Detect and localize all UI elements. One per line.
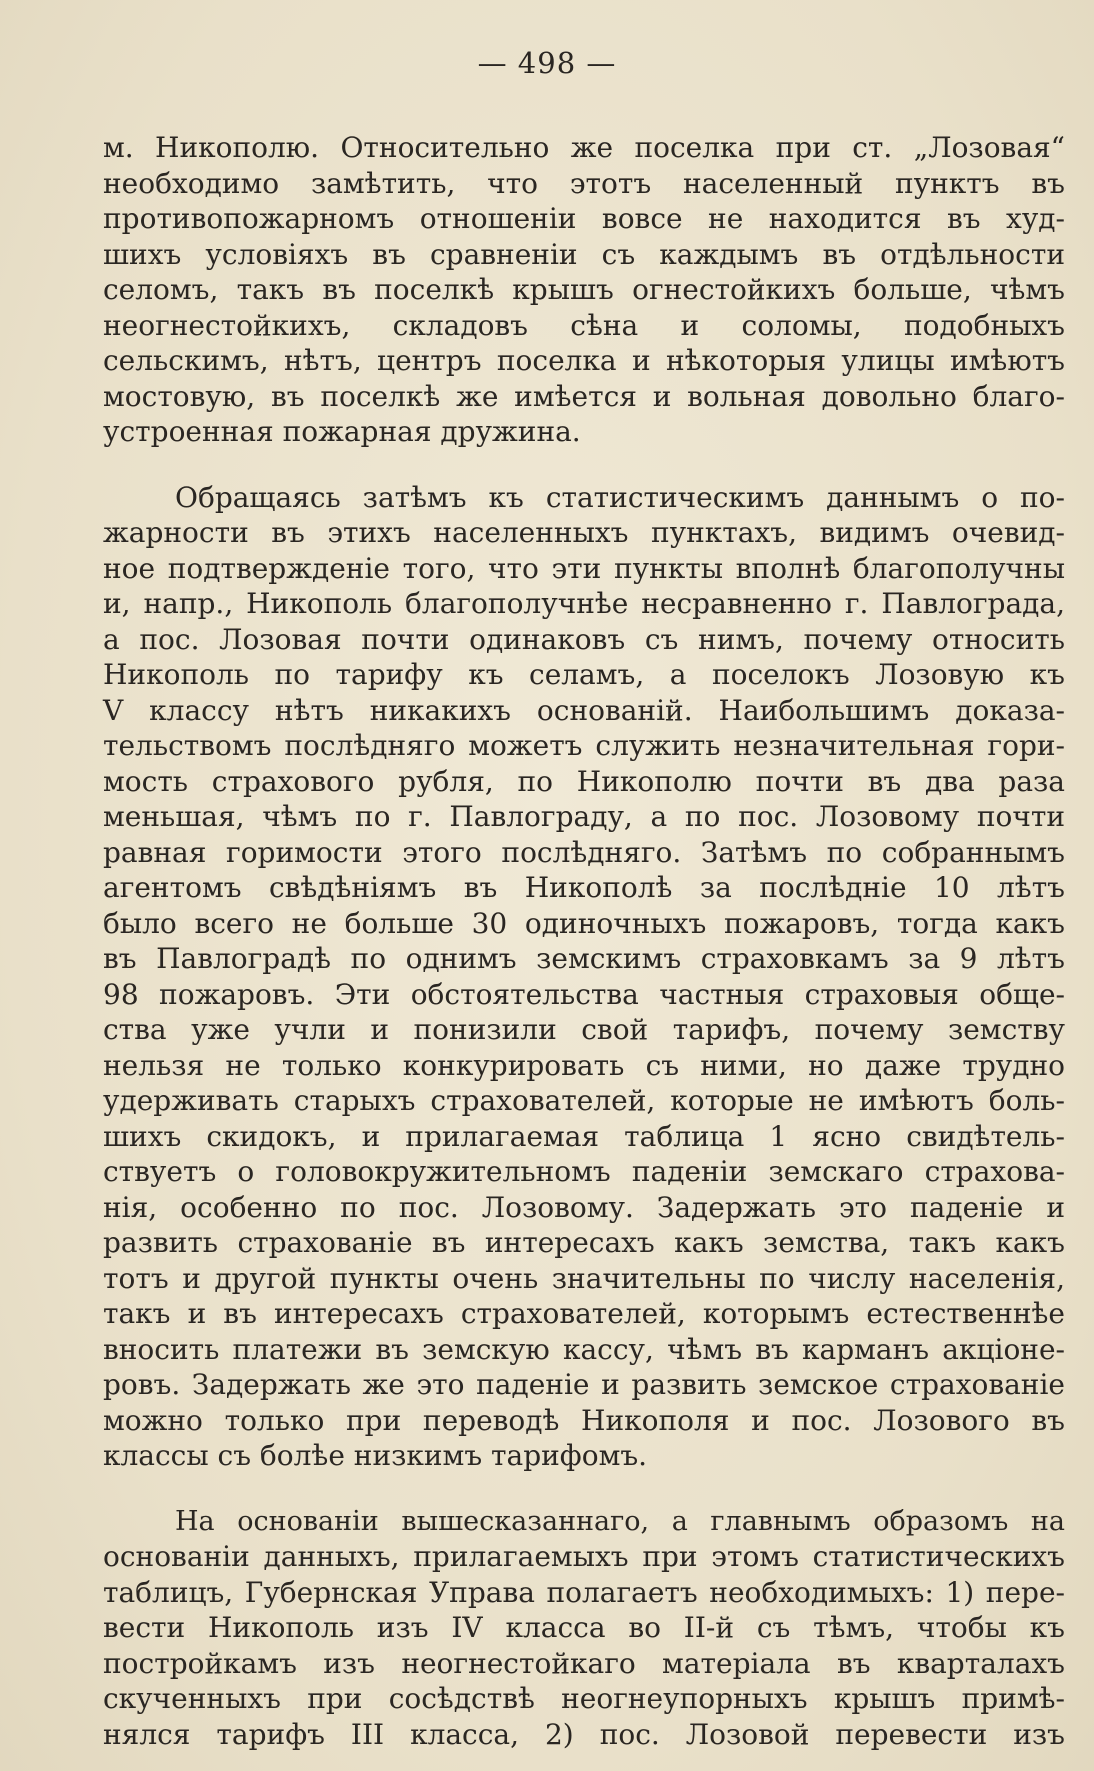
text-line: классы съ болѣе низкимъ тарифомъ.: [103, 1439, 648, 1472]
page-number: — 498 —: [477, 46, 617, 80]
paragraph: [103, 130, 1065, 450]
text-line: таблицъ, Губернская Управа полагаетъ необходимыхъ: 1) пере-: [103, 1575, 1065, 1609]
text-line: и, напр., Никополь благополучнѣе несравненно г. Павлограда,: [103, 587, 1065, 620]
text-line: въ Павлоградѣ по однимъ земскимъ страховкамъ за 9 лѣтъ: [103, 942, 1065, 975]
text-line: На основаніи вышесказаннаго, а главнымъ образомъ на: [175, 1505, 1065, 1537]
text-line: нельзя не только конкурировать съ ними, но даже трудно: [103, 1048, 1065, 1082]
text-line: шихъ скидокъ, и прилагаемая таблица 1 ясно свидѣтель-: [103, 1119, 1065, 1153]
text-line: меньшая, чѣмъ по г. Павлограду, а по пос. Лозовому почти: [103, 800, 1065, 833]
text-line: нія, особенно по пос. Лозовому. Задержать это паденіе и: [103, 1190, 1065, 1224]
text-line: шихъ условіяхъ въ сравненіи съ каждымъ въ отдѣльности: [103, 237, 1065, 271]
text-line: тельствомъ послѣдняго можетъ служить незначительная гори-: [103, 729, 1065, 762]
text-line: вести Никополь изъ IV класса во II-й съ тѣмъ, чтобы къ: [103, 1611, 1065, 1644]
text-line: основаніи данныхъ, прилагаемыхъ при этомъ статистическихъ: [103, 1540, 1065, 1573]
text-line: жарности въ этихъ населенныхъ пунктахъ, видимъ очевид-: [103, 516, 1065, 549]
text-line: можно только при переводѣ Никополя и пос. Лозового въ: [103, 1403, 1065, 1437]
text-line: м. Никополю. Относительно же поселка при ст. „Лозовая“: [103, 131, 1065, 164]
paragraph: [103, 1504, 1065, 1753]
text-line: ства уже учли и понизили свой тарифъ, почему земству: [103, 1013, 1065, 1046]
text-line: развить страхованіе въ интересахъ какъ земства, такъ какъ: [103, 1226, 1065, 1259]
text-line: мостовую, въ поселкѣ же имѣется и вольная довольно благо-: [103, 379, 1065, 413]
text-line: агентомъ свѣдѣніямъ въ Никополѣ за послѣдніе 10 лѣтъ: [103, 871, 1065, 904]
body-text: [103, 130, 1065, 1752]
text-line: тотъ и другой пункты очень значительны по числу населенія,: [103, 1261, 1065, 1295]
text-line: было всего не больше 30 одиночныхъ пожаровъ, тогда какъ: [103, 906, 1065, 940]
text-line: 98 пожаровъ. Эти обстоятельства частныя страховыя обще-: [103, 977, 1065, 1011]
paragraph: [103, 480, 1065, 1474]
text-line: Никополь по тарифу къ селамъ, а поселокъ Лозовую къ: [103, 658, 1065, 691]
text-line: равная горимости этого послѣдняго. Затѣмъ по собраннымъ: [103, 835, 1065, 869]
text-line: такъ и въ интересахъ страхователей, которымъ естественнѣе: [103, 1297, 1065, 1330]
text-line: удерживать старыхъ страхователей, которые не имѣютъ боль-: [103, 1084, 1065, 1117]
text-line: ное подтвержденіе того, что эти пункты вполнѣ благополучны: [103, 551, 1065, 585]
text-line: необходимо замѣтить, что этотъ населенный пунктъ въ: [103, 166, 1065, 200]
text-line: а пос. Лозовая почти одинаковъ съ нимъ, почему относить: [103, 622, 1065, 656]
text-line: неогнестойкихъ, складовъ сѣна и соломы, подобныхъ: [103, 308, 1065, 342]
text-line: селомъ, такъ въ поселкѣ крышъ огнестойкихъ больше, чѣмъ: [103, 273, 1065, 306]
text-line: сельскимъ, нѣтъ, центръ поселка и нѣкоторыя улицы имѣютъ: [103, 344, 1065, 377]
text-line: вносить платежи въ земскую кассу, чѣмъ въ карманъ акціоне-: [103, 1332, 1065, 1366]
text-line: постройкамъ изъ неогнестойкаго матеріала въ кварталахъ: [103, 1646, 1065, 1680]
text-line: противопожарномъ отношеніи вовсе не находится въ худ-: [103, 202, 1065, 235]
text-line: нялся тарифъ III класса, 2) пос. Лозовой перевести изъ: [103, 1717, 1065, 1751]
text-line: ровъ. Задержать же это паденіе и развить земское страхованіе: [103, 1368, 1065, 1401]
text-line: мость страхового рубля, по Никополю почти въ два раза: [103, 764, 1065, 798]
text-line: устроенная пожарная дружина.: [103, 415, 581, 448]
text-line: скученныхъ при сосѣдствѣ неогнеупорныхъ крышъ примѣ-: [103, 1682, 1065, 1715]
text-line: ствуетъ о головокружительномъ паденіи земскаго страхова-: [103, 1155, 1065, 1188]
text-line: V классу нѣтъ никакихъ основаній. Наибольшимъ доказа-: [103, 693, 1065, 727]
text-line: Обращаясь затѣмъ къ статистическимъ даннымъ о по-: [175, 480, 1065, 514]
